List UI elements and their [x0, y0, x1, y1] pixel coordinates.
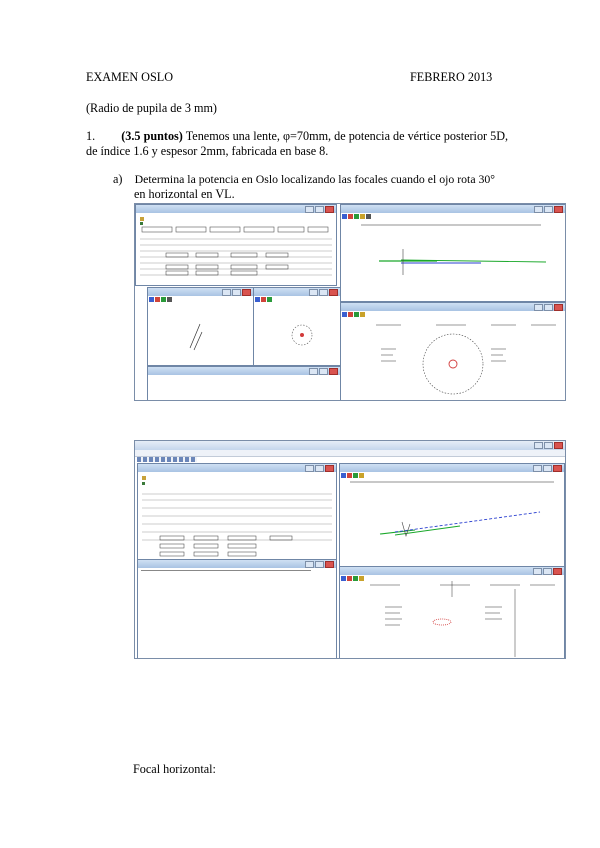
question-number: 1.: [86, 129, 96, 143]
window-close-icon[interactable]: [554, 442, 563, 449]
spot-diagram: [341, 303, 565, 400]
surface-data-window: [137, 463, 337, 560]
window-minimize-icon[interactable]: [305, 561, 314, 568]
text-output-window: [147, 366, 341, 401]
subquestion-label: a): [113, 172, 123, 186]
menu-bar[interactable]: [135, 450, 565, 457]
subquestion-line2: en horizontal en VL.: [134, 187, 235, 202]
question-text-line1: Tenemos una lente, φ=70mm, de potencia de vértice posterior 5D,: [182, 129, 509, 143]
window-close-icon[interactable]: [325, 561, 334, 568]
eye-window: [147, 287, 254, 366]
eye-sketch: [148, 288, 253, 365]
spot-diagram-window: [340, 302, 566, 401]
text-output-window: [137, 559, 337, 659]
pupil-note: (Radio de pupila de 3 mm): [86, 101, 217, 115]
exam-date: FEBRERO 2013: [410, 70, 493, 84]
subquestion-a: [113, 172, 533, 203]
question-points: (3.5 puntos): [121, 129, 183, 143]
spot-diagram: [340, 567, 564, 658]
toolbar-icon[interactable]: [137, 457, 197, 462]
lens-layout-window: [339, 463, 565, 567]
focal-horizontal-label: Focal horizontal:: [133, 762, 216, 776]
spot-circle: [254, 288, 340, 365]
subquestion-line1: Determina la potencia en Oslo localizando las focales cuando el ojo rota 30°: [134, 172, 496, 186]
ray-trace-plot: [341, 205, 565, 301]
window-close-icon[interactable]: [329, 368, 338, 375]
ray-trace-plot: [340, 464, 564, 566]
question-text-line2: de índice 1.6 y espesor 2mm, fabricada en base 8.: [86, 144, 329, 159]
window-maximize-icon[interactable]: [315, 561, 324, 568]
spot-diagram-window: [339, 566, 565, 659]
question-1: [86, 129, 526, 160]
oslo-screenshot-2: [134, 440, 566, 659]
exam-title: EXAMEN OSLO: [86, 70, 174, 84]
window-maximize-icon[interactable]: [544, 442, 553, 449]
window-minimize-icon[interactable]: [534, 442, 543, 449]
surface-data-table: [136, 205, 336, 285]
lens-layout-window: [340, 204, 566, 302]
oslo-screenshot-1: [134, 203, 566, 401]
window-minimize-icon[interactable]: [309, 368, 318, 375]
surface-data-table: [138, 464, 336, 559]
window-maximize-icon[interactable]: [319, 368, 328, 375]
surface-data-window: [135, 204, 337, 286]
spot-window: [253, 287, 341, 366]
